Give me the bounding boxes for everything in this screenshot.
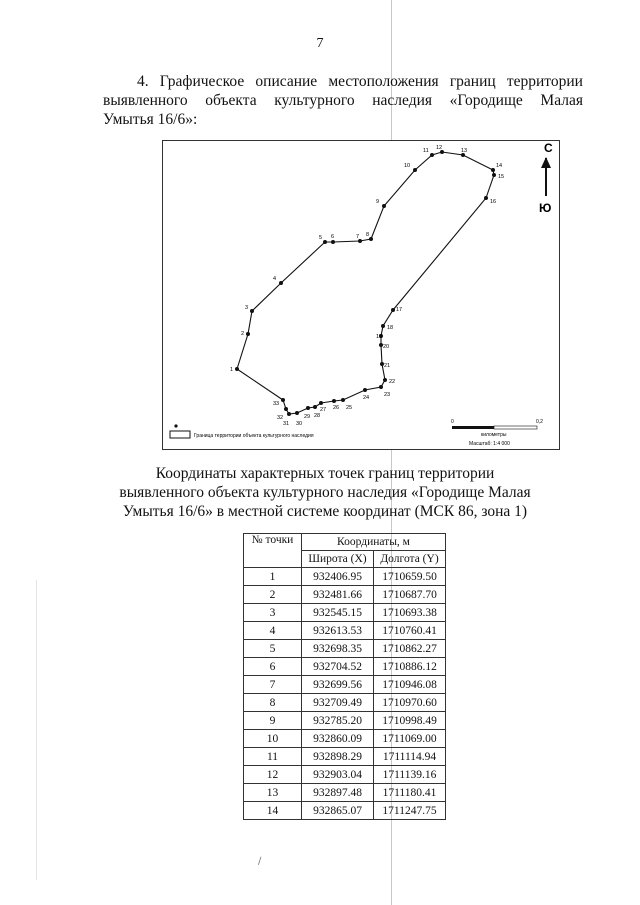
boundary-point-marker: [279, 281, 283, 285]
boundary-point-marker: [383, 378, 387, 382]
cell-x: 932698.35: [302, 640, 374, 658]
boundary-point-label: 33: [273, 401, 280, 407]
cell-point-number: 7: [244, 676, 302, 694]
boundary-point-marker: [430, 153, 434, 157]
boundary-point-label: 20: [383, 344, 390, 350]
cell-y: 1711247.75: [374, 802, 446, 820]
cell-x: 932709.49: [302, 694, 374, 712]
section-word: «Городище: [449, 92, 523, 109]
boundary-point-label: 27: [320, 407, 327, 413]
boundary-point-label: 22: [389, 379, 396, 385]
table-row: [244, 676, 446, 694]
cell-y: 1711069.00: [374, 730, 446, 748]
cell-y: 1711180.41: [374, 784, 446, 802]
cell-y: 1710946.08: [374, 676, 446, 694]
coordinates-heading: [100, 464, 550, 521]
boundary-point-label: 31: [283, 421, 290, 427]
section-word: местоположения: [328, 73, 439, 90]
boundary-point-marker: [319, 401, 323, 405]
scan-mark: ∕: [258, 856, 262, 867]
boundary-point-marker: [306, 406, 310, 410]
boundary-point-marker: [284, 407, 288, 411]
cell-x: 932865.07: [302, 802, 374, 820]
section-word: Графическое: [159, 73, 245, 90]
compass-north-label: С: [544, 141, 553, 155]
boundary-point-marker: [491, 168, 495, 172]
boundary-point-label: 28: [314, 413, 321, 419]
scale-end-label: 0,2: [536, 419, 543, 425]
section-word: описание: [255, 73, 318, 90]
boundary-point-marker: [323, 240, 327, 244]
boundary-point-label: 1: [230, 367, 234, 373]
boundary-point-label: 23: [384, 392, 391, 398]
cell-y: 1710998.49: [374, 712, 446, 730]
cell-y: 1710659.50: [374, 568, 446, 586]
legend-boundary-icon: [170, 431, 190, 438]
cell-y: 1710760.41: [374, 622, 446, 640]
boundary-point-label: 24: [363, 395, 370, 401]
boundary-point-marker: [369, 237, 373, 241]
table-row: [244, 568, 446, 586]
section-heading-line-3: Умытья 16/6»:: [103, 111, 198, 128]
cell-y: 1711114.94: [374, 748, 446, 766]
cell-x: 932903.04: [302, 766, 374, 784]
scale-bar-dark: [452, 426, 494, 429]
col-header-coordinates: Координаты, м: [302, 534, 446, 551]
boundary-point-marker: [381, 324, 385, 328]
boundary-point-marker: [382, 204, 386, 208]
boundary-point-marker: [484, 196, 488, 200]
boundary-point-label: 29: [304, 414, 311, 420]
boundary-point-label: 18: [387, 325, 394, 331]
cell-point-number: 4: [244, 622, 302, 640]
boundary-point-label: 32: [277, 415, 284, 421]
boundary-point-label: 10: [404, 163, 411, 169]
boundary-point-marker: [341, 398, 345, 402]
cell-y: 1710687.70: [374, 586, 446, 604]
boundary-point-label: 30: [296, 421, 303, 427]
section-number: 4.: [137, 73, 149, 90]
cell-y: 1710862.27: [374, 640, 446, 658]
boundary-point-label: 21: [384, 363, 391, 369]
cell-point-number: 8: [244, 694, 302, 712]
boundary-point-label: 26: [333, 405, 340, 411]
cell-point-number: 6: [244, 658, 302, 676]
boundary-point-marker: [235, 367, 239, 371]
table-row: [244, 766, 446, 784]
boundary-point-marker: [331, 240, 335, 244]
section-word: наследия: [372, 92, 433, 109]
cell-y: 1710693.38: [374, 604, 446, 622]
boundary-polygon: [237, 152, 497, 414]
table-row: [244, 694, 446, 712]
cell-x: 932704.52: [302, 658, 374, 676]
boundary-point-label: 7: [356, 234, 360, 240]
boundary-point-label: 15: [498, 174, 505, 180]
cell-point-number: 12: [244, 766, 302, 784]
boundary-point-marker: [492, 173, 496, 177]
boundary-point-marker: [379, 385, 383, 389]
cell-x: 932785.20: [302, 712, 374, 730]
section-word: Малая: [540, 92, 583, 109]
cell-x: 932898.29: [302, 748, 374, 766]
cell-x: 932481.66: [302, 586, 374, 604]
boundary-point-label: 19: [376, 334, 383, 340]
boundary-point-marker: [287, 412, 291, 416]
cell-x: 932406.95: [302, 568, 374, 586]
scale-unit-label: километры: [481, 432, 507, 438]
cell-point-number: 2: [244, 586, 302, 604]
boundary-point-label: 12: [436, 145, 443, 151]
boundary-point-label: 9: [376, 199, 380, 205]
table-row: [244, 604, 446, 622]
table-row: [244, 622, 446, 640]
boundary-point-marker: [313, 405, 317, 409]
col-header-y: Долгота (Y): [374, 551, 446, 568]
boundary-point-marker: [281, 398, 285, 402]
boundary-point-marker: [391, 308, 395, 312]
compass-south-label: Ю: [539, 201, 552, 215]
cell-point-number: 5: [244, 640, 302, 658]
table-row: [244, 640, 446, 658]
col-header-x: Широта (X): [302, 551, 374, 568]
boundary-point-marker: [246, 332, 250, 336]
boundary-point-label: 5: [319, 235, 323, 241]
boundary-point-marker: [413, 168, 417, 172]
scale-bar-light: [494, 426, 537, 429]
cell-point-number: 3: [244, 604, 302, 622]
cell-y: 1710886.12: [374, 658, 446, 676]
boundary-point-label: 14: [496, 163, 503, 169]
col-header-point-number: № точки: [244, 534, 302, 568]
coordinates-heading-line-1: Координаты характерных точек границ территории: [155, 465, 495, 482]
scale-start-label: 0: [451, 419, 454, 425]
table-row: [244, 658, 446, 676]
boundary-point-label: 4: [273, 276, 277, 282]
boundary-point-label: 2: [241, 331, 245, 337]
cell-x: 932897.48: [302, 784, 374, 802]
coordinates-heading-line-3: Умытья 16/6» в местной системе координат (МСК 86, зона 1): [122, 503, 528, 520]
table-row: [244, 784, 446, 802]
cell-point-number: 9: [244, 712, 302, 730]
cell-point-number: 13: [244, 784, 302, 802]
section-word: границ: [449, 73, 496, 90]
cell-point-number: 11: [244, 748, 302, 766]
legend-label: Граница территории объекта культурного наследия: [194, 433, 314, 439]
cell-point-number: 1: [244, 568, 302, 586]
cell-x: 932699.56: [302, 676, 374, 694]
legend-point-icon: [174, 424, 177, 427]
cell-x: 932613.53: [302, 622, 374, 640]
boundary-point-marker: [332, 399, 336, 403]
boundary-point-label: 13: [461, 148, 468, 154]
coordinates-heading-line-2: выявленного объекта культурного наследия «Городище Малая: [119, 484, 531, 501]
boundary-point-label: 6: [331, 234, 335, 240]
cell-point-number: 14: [244, 802, 302, 820]
table-row: [244, 586, 446, 604]
cell-y: 1710970.60: [374, 694, 446, 712]
table-row: [244, 712, 446, 730]
cell-point-number: 10: [244, 730, 302, 748]
coordinates-table: [243, 533, 446, 820]
section-word: объекта: [205, 92, 257, 109]
boundary-point-label: 25: [346, 405, 353, 411]
table-row: [244, 748, 446, 766]
boundary-point-label: 16: [490, 199, 497, 205]
boundary-point-marker: [250, 309, 254, 313]
cell-x: 932860.09: [302, 730, 374, 748]
boundary-point-label: 11: [423, 148, 429, 154]
boundary-point-marker: [363, 388, 367, 392]
scale-text: Масштаб: 1:4 000: [469, 441, 510, 447]
boundary-point-label: 17: [396, 307, 403, 313]
boundary-point-marker: [295, 411, 299, 415]
boundary-point-label: 8: [366, 232, 370, 238]
section-word: культурного: [274, 92, 355, 109]
boundary-point-label: 3: [245, 305, 249, 311]
compass-arrowhead-icon: [541, 157, 551, 168]
table-row: [244, 730, 446, 748]
cell-y: 1711139.16: [374, 766, 446, 784]
section-word: территории: [506, 73, 583, 90]
page-number: 7: [316, 36, 324, 51]
table-row: [244, 802, 446, 820]
cell-x: 932545.15: [302, 604, 374, 622]
section-word: выявленного: [103, 92, 188, 109]
